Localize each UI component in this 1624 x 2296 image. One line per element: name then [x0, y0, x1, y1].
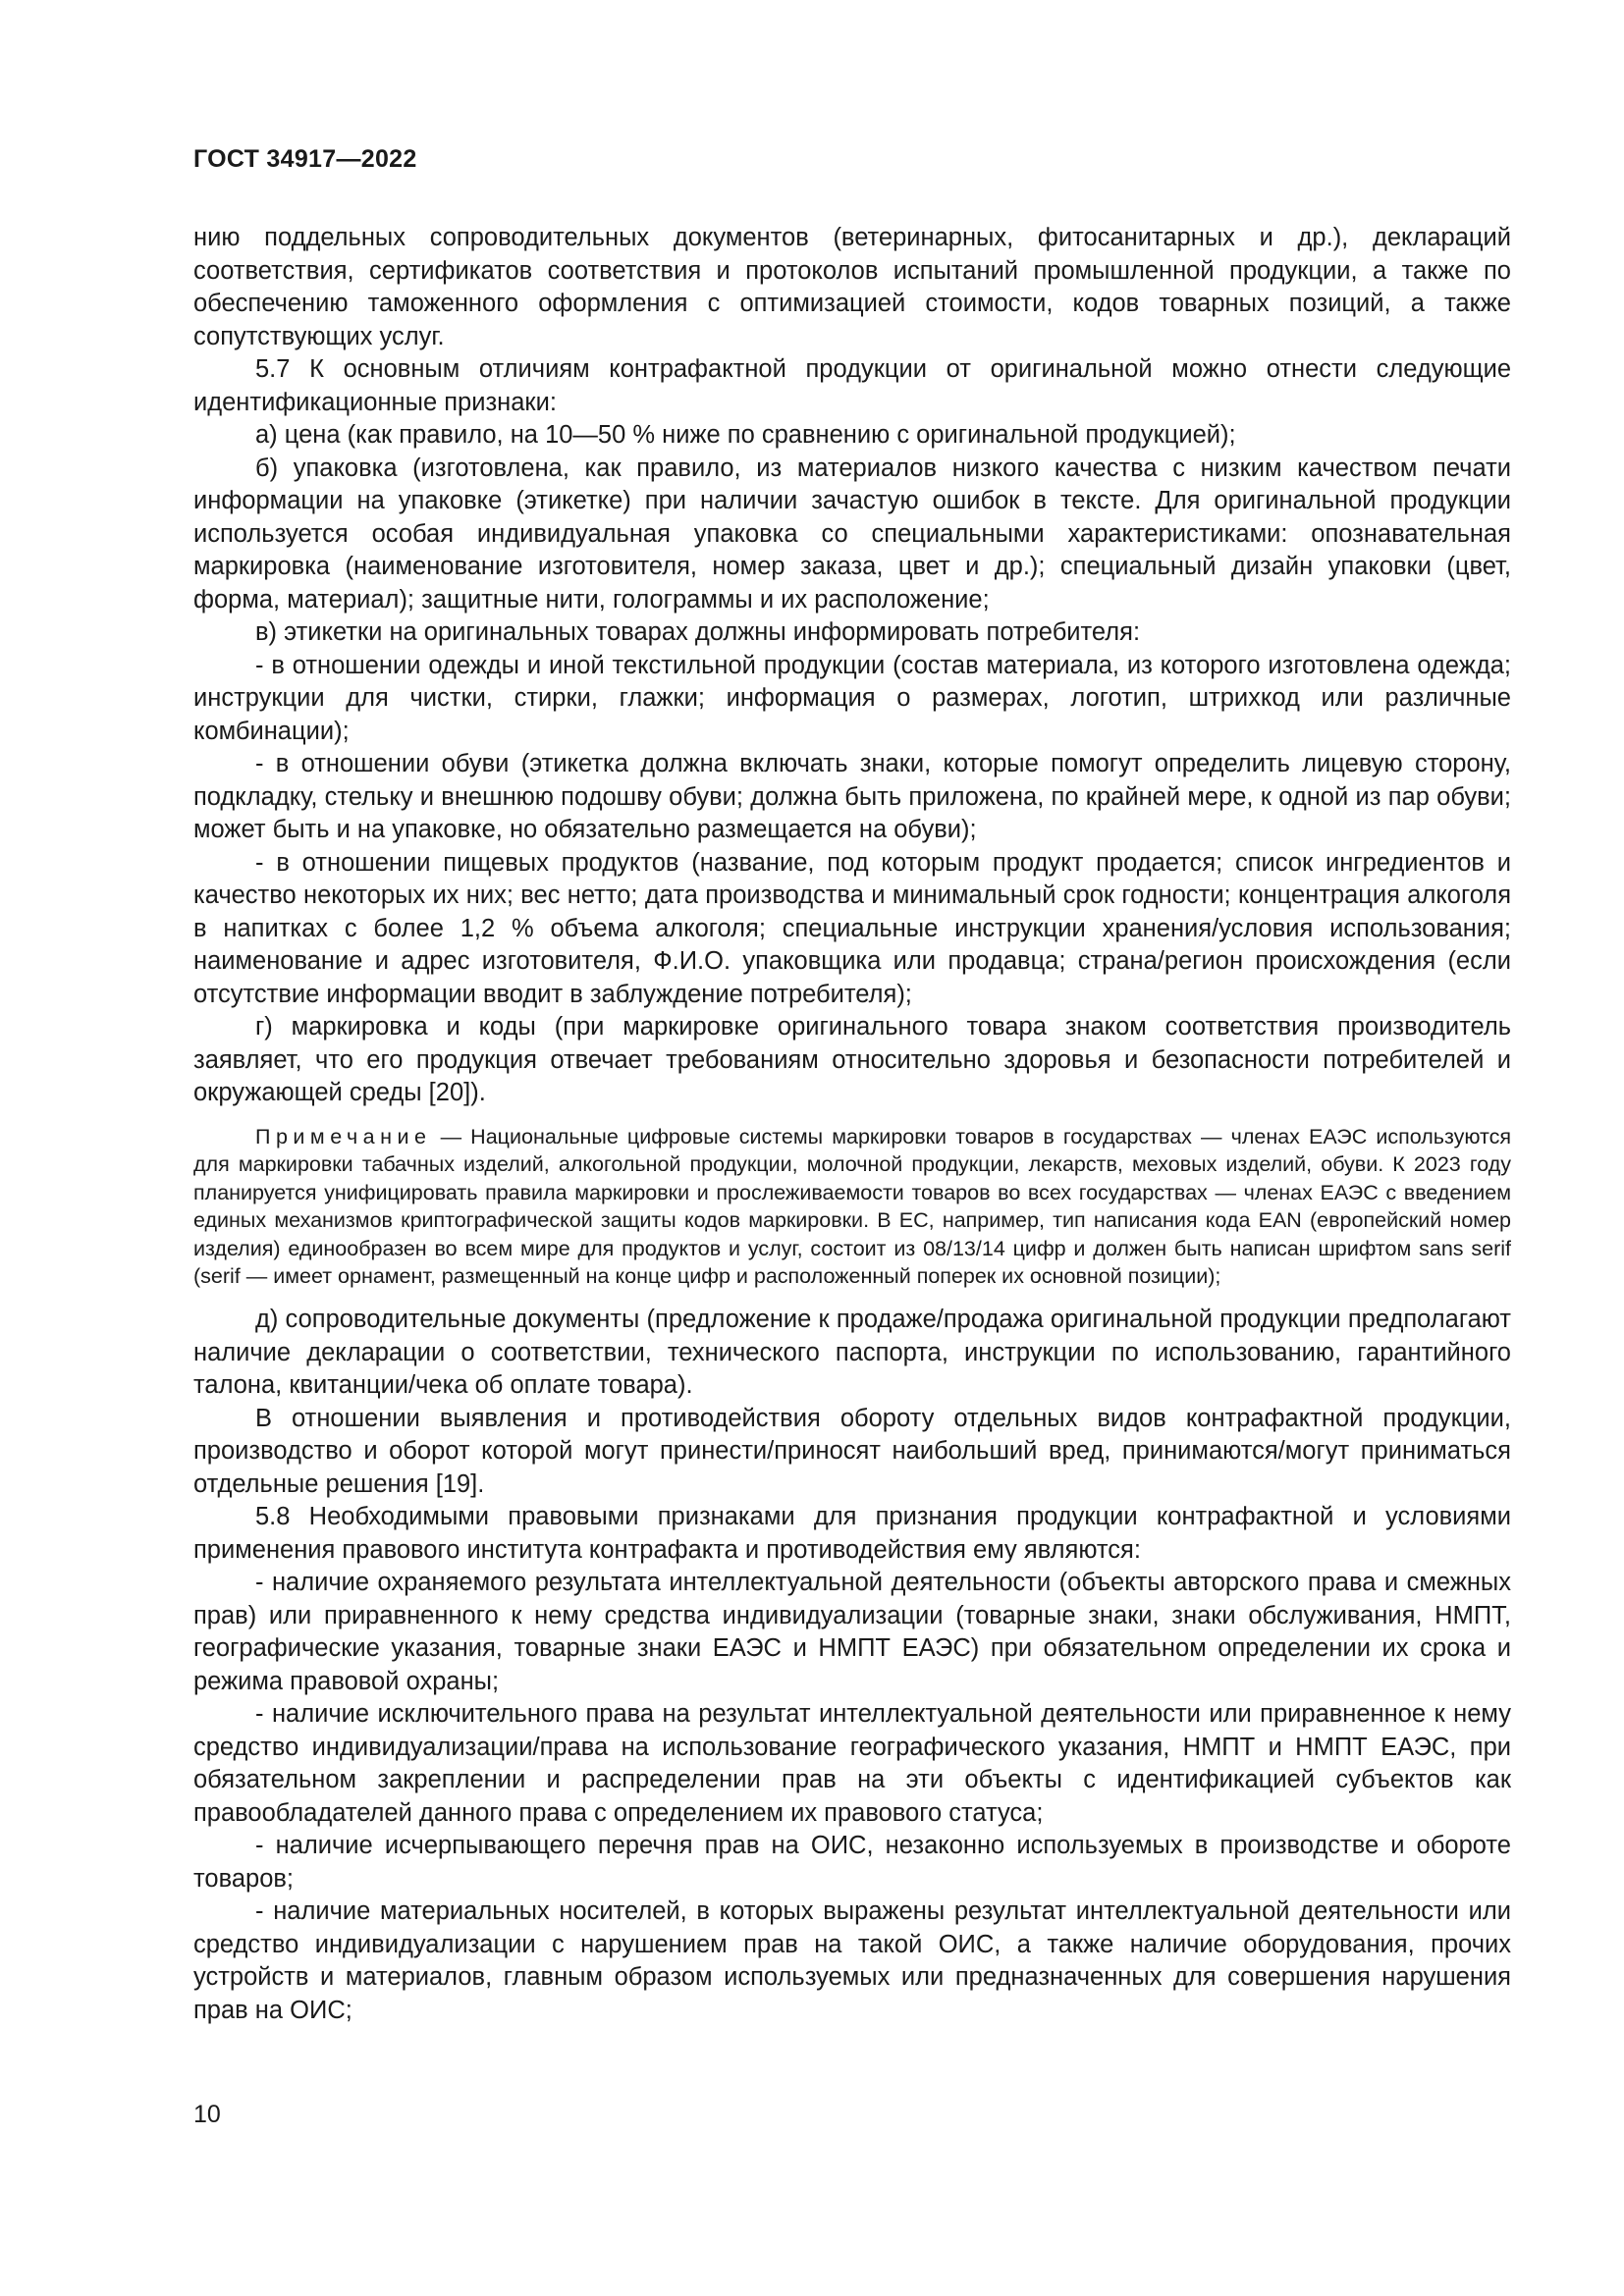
- note-text: — Национальные цифровые системы маркировки товаров в государствах — членах ЕАЭС используются для маркировки табачных изделий, алкогольной продукции, молочной продукции, лекарств, меховых изделий, обуви. К 2023 году планируется унифицировать правила маркировки и прослеживаемости товаров во всех государствах — членах ЕАЭС с введением единых механизмов криптографической защиты кодов маркировки. В ЕС, например, тип написания кода EAN (европейский номер изделия) единообразен во всем мире для продуктов и услуг, состоит из 08/13/14 цифр и должен быть написан шрифтом sans serif (serif — имеет орнамент, размещенный на конце цифр и расположенный поперек их основной позиции);: [193, 1124, 1511, 1289]
- document-header: ГОСТ 34917—2022: [193, 145, 417, 173]
- list-item: б) упаковка (изготовлена, как правило, из материалов низкого качества с низким качеством печати информации на упаковке (этикетке) при наличии зачастую ошибок в тексте. Для оригинальной продукции используется особая индивидуальная упаковка со специальными характеристиками: опознавательная маркировка (наименование изготовителя, номер заказа, цвет и др.); специальный дизайн упаковки (цвет, форма, материал); защитные нити, голограммы и их расположение;: [193, 454, 1511, 614]
- paragraph: 5.7 К основным отличиям контрафактной продукции от оригинальной можно отнести следующие идентификационные признаки:: [193, 355, 1511, 416]
- body-text: [193, 222, 1511, 2027]
- page-number: 10: [193, 2101, 221, 2128]
- note: [193, 1123, 1511, 1292]
- note-label: Примечание: [255, 1124, 432, 1148]
- paragraph: В отношении выявления и противодействия обороту отдельных видов контрафактной продукции, производство и оборот которой могут принести/приносят наибольший вред, принимаются/могут приниматься отдельные решения [19].: [193, 1404, 1511, 1498]
- bullet-item: - наличие исчерпывающего перечня прав на ОИС, незаконно используемых в производстве и обороте товаров;: [193, 1832, 1511, 1893]
- paragraph: нию поддельных сопроводительных документов (ветеринарных, фитосанитарных и др.), деклараций соответствия, сертификатов соответствия и протоколов испытаний промышленной продукции, а также по обеспечению таможенного оформления с оптимизацией стоимости, кодов товарных позиций, а также сопутствующих услуг.: [193, 224, 1511, 350]
- bullet-item: - в отношении обуви (этикетка должна включать знаки, которые помогут определить лицевую сторону, подкладку, стельку и внешнюю подошву обуви; должна быть приложена, по крайней мере, к одной из пар обуви; может быть и на упаковке, но обязательно размещается на обуви);: [193, 750, 1511, 843]
- bullet-item: - наличие исключительного права на результат интеллектуальной деятельности или приравненное к нему средство индивидуализации/права на использование географического указания, НМПТ и НМПТ ЕАЭС, при обязательном закреплении и распределении прав на эти объекты с идентификацией субъектов как правообладателей данного права с определением их правового статуса;: [193, 1700, 1511, 1827]
- list-item: г) маркировка и коды (при маркировке оригинального товара знаком соответствия производитель заявляет, что его продукция отвечает требованиям относительно здоровья и безопасности потребителей и окружающей среды [20]).: [193, 1013, 1511, 1106]
- list-item: а) цена (как правило, на 10—50 % ниже по сравнению с оригинальной продукцией);: [255, 421, 1236, 449]
- list-item: в) этикетки на оригинальных товарах должны информировать потребителя:: [255, 618, 1141, 646]
- bullet-item: - в отношении одежды и иной текстильной продукции (состав материала, из которого изготовлена одежда; инструкции для чистки, стирки, глажки; информация о размерах, логотип, штрихкод или различные комбинации);: [193, 651, 1511, 745]
- bullet-item: - наличие материальных носителей, в которых выражены результат интеллектуальной деятельности или средство индивидуализации с нарушением прав на такой ОИС, а также наличие оборудования, прочих устройств и материалов, главным образом используемых или предназначенных для совершения нарушения прав на ОИС;: [193, 1897, 1511, 2024]
- list-item: д) сопроводительные документы (предложение к продаже/продажа оригинальной продукции предполагают наличие декларации о соответствии, технического паспорта, инструкции по использованию, гарантийного талона, квитанции/чека об оплате товара).: [193, 1306, 1511, 1400]
- bullet-item: - в отношении пищевых продуктов (название, под которым продукт продается; список ингредиентов и качество некоторых их них; вес нетто; дата производства и минимальный срок годности; концентрация алкоголя в напитках с более 1,2 % объема алкоголя; специальные инструкции хранения/условия использования; наименование и адрес изготовителя, Ф.И.О. упаковщика или продавца; страна/регион происхождения (если отсутствие информации вводит в заблуждение потребителя);: [193, 848, 1511, 1008]
- paragraph: 5.8 Необходимыми правовыми признаками для признания продукции контрафактной и условиями применения правового института контрафакта и противодействия ему являются:: [193, 1503, 1511, 1564]
- bullet-item: - наличие охраняемого результата интеллектуальной деятельности (объекты авторского права и смежных прав) или приравненного к нему средства индивидуализации (товарные знаки, знаки обслуживания, НМПТ, географические указания, товарные знаки ЕАЭС и НМПТ ЕАЭС) при обязательном определении их срока и режима правовой охраны;: [193, 1569, 1511, 1695]
